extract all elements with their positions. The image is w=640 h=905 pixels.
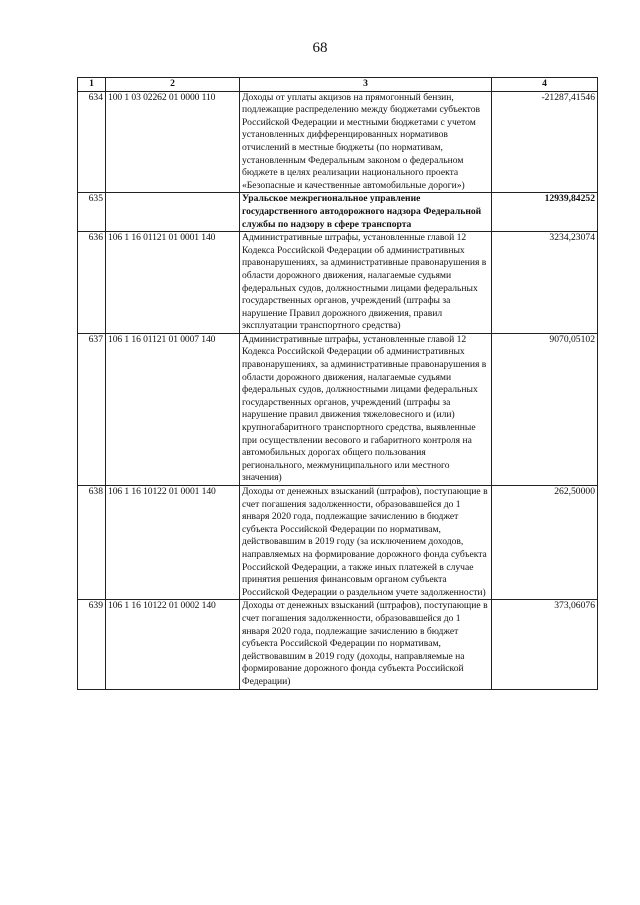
row-number: 638 — [78, 486, 106, 600]
budget-code: 106 1 16 01121 01 0007 140 — [106, 333, 240, 485]
row-description: Административные штрафы, установленные главой 12 Кодекса Российской Федерации об административных правонарушениях, за административные правонарушения в области дорожного движения, налагаемые судьями федеральных судов, должностными лицами федеральных государственных органов, учреждений (штрафы за нарушение Правил дорожного движения, правил эксплуатации транспортного средства) — [240, 232, 492, 334]
row-description: Доходы от денежных взысканий (штрафов), поступающие в счет погашения задолженности, образовавшейся до 1 января 2020 года, подлежащие зачислению в бюджет субъекта Российской Федерации по нормативам, действовавшим в 2019 году (доходы, направляемые на формирование дорожного фонда субъекта Российской Федерации) — [240, 600, 492, 689]
table-row — [78, 333, 598, 485]
row-amount: 3234,23074 — [492, 232, 598, 334]
row-number: 634 — [78, 91, 106, 193]
budget-code — [106, 193, 240, 232]
column-header-1: 1 — [78, 78, 106, 92]
table-row — [78, 232, 598, 334]
row-number: 639 — [78, 600, 106, 689]
row-amount: 373,06076 — [492, 600, 598, 689]
row-description: Доходы от денежных взысканий (штрафов), поступающие в счет погашения задолженности, образовавшейся до 1 января 2020 года, подлежащие зачислению в бюджет субъекта Российской Федерации по нормативам, действовавшим в 2019 году (за исключением доходов, направляемых на формирование дорожного фонда субъекта Российской Федерации, а также иных платежей в случае принятия решения финансовым органом субъекта Российской Федерации о раздельном учете задолженности) — [240, 486, 492, 600]
table-row — [78, 486, 598, 600]
row-number: 636 — [78, 232, 106, 334]
row-number: 637 — [78, 333, 106, 485]
row-amount: 9070,05102 — [492, 333, 598, 485]
row-amount: 12939,84252 — [492, 193, 598, 232]
budget-code: 106 1 16 10122 01 0002 140 — [106, 600, 240, 689]
row-number: 635 — [78, 193, 106, 232]
table-header-row — [78, 78, 598, 92]
row-description: Уральское межрегиональное управление государственного автодорожного надзора Федеральной службы по надзору в сфере транспорта — [240, 193, 492, 232]
budget-code: 100 1 03 02262 01 0000 110 — [106, 91, 240, 193]
column-header-3: 3 — [240, 78, 492, 92]
budget-table — [77, 77, 598, 690]
table-row — [78, 193, 598, 232]
column-header-2: 2 — [106, 78, 240, 92]
row-amount: 262,50000 — [492, 486, 598, 600]
row-description: Доходы от уплаты акцизов на прямогонный бензин, подлежащие распределению между бюджетами субъектов Российской Федерации и местными бюджетами с учетом установленных дифференцированных нормативов отчислений в местные бюджеты (по нормативам, установленным Федеральным законом о федеральном бюджете в целях реализации национального проекта «Безопасные и качественные автомобильные дороги») — [240, 91, 492, 193]
row-description: Административные штрафы, установленные главой 12 Кодекса Российской Федерации об административных правонарушениях, за административные правонарушения в области дорожного движения, налагаемые судьями федеральных судов, должностными лицами федеральных государственных органов, учреждений (штрафы за нарушение правил движения тяжеловесного и (или) крупногабаритного транспортного средства, выявленные при осуществлении весового и габаритного контроля на автомобильных дорогах общего пользования регионального, межмуниципального или местного значения) — [240, 333, 492, 485]
budget-code: 106 1 16 10122 01 0001 140 — [106, 486, 240, 600]
page-number: 68 — [312, 40, 328, 56]
column-header-4: 4 — [492, 78, 598, 92]
table-row — [78, 600, 598, 689]
table-row — [78, 91, 598, 193]
row-amount: -21287,41546 — [492, 91, 598, 193]
budget-code: 106 1 16 01121 01 0001 140 — [106, 232, 240, 334]
